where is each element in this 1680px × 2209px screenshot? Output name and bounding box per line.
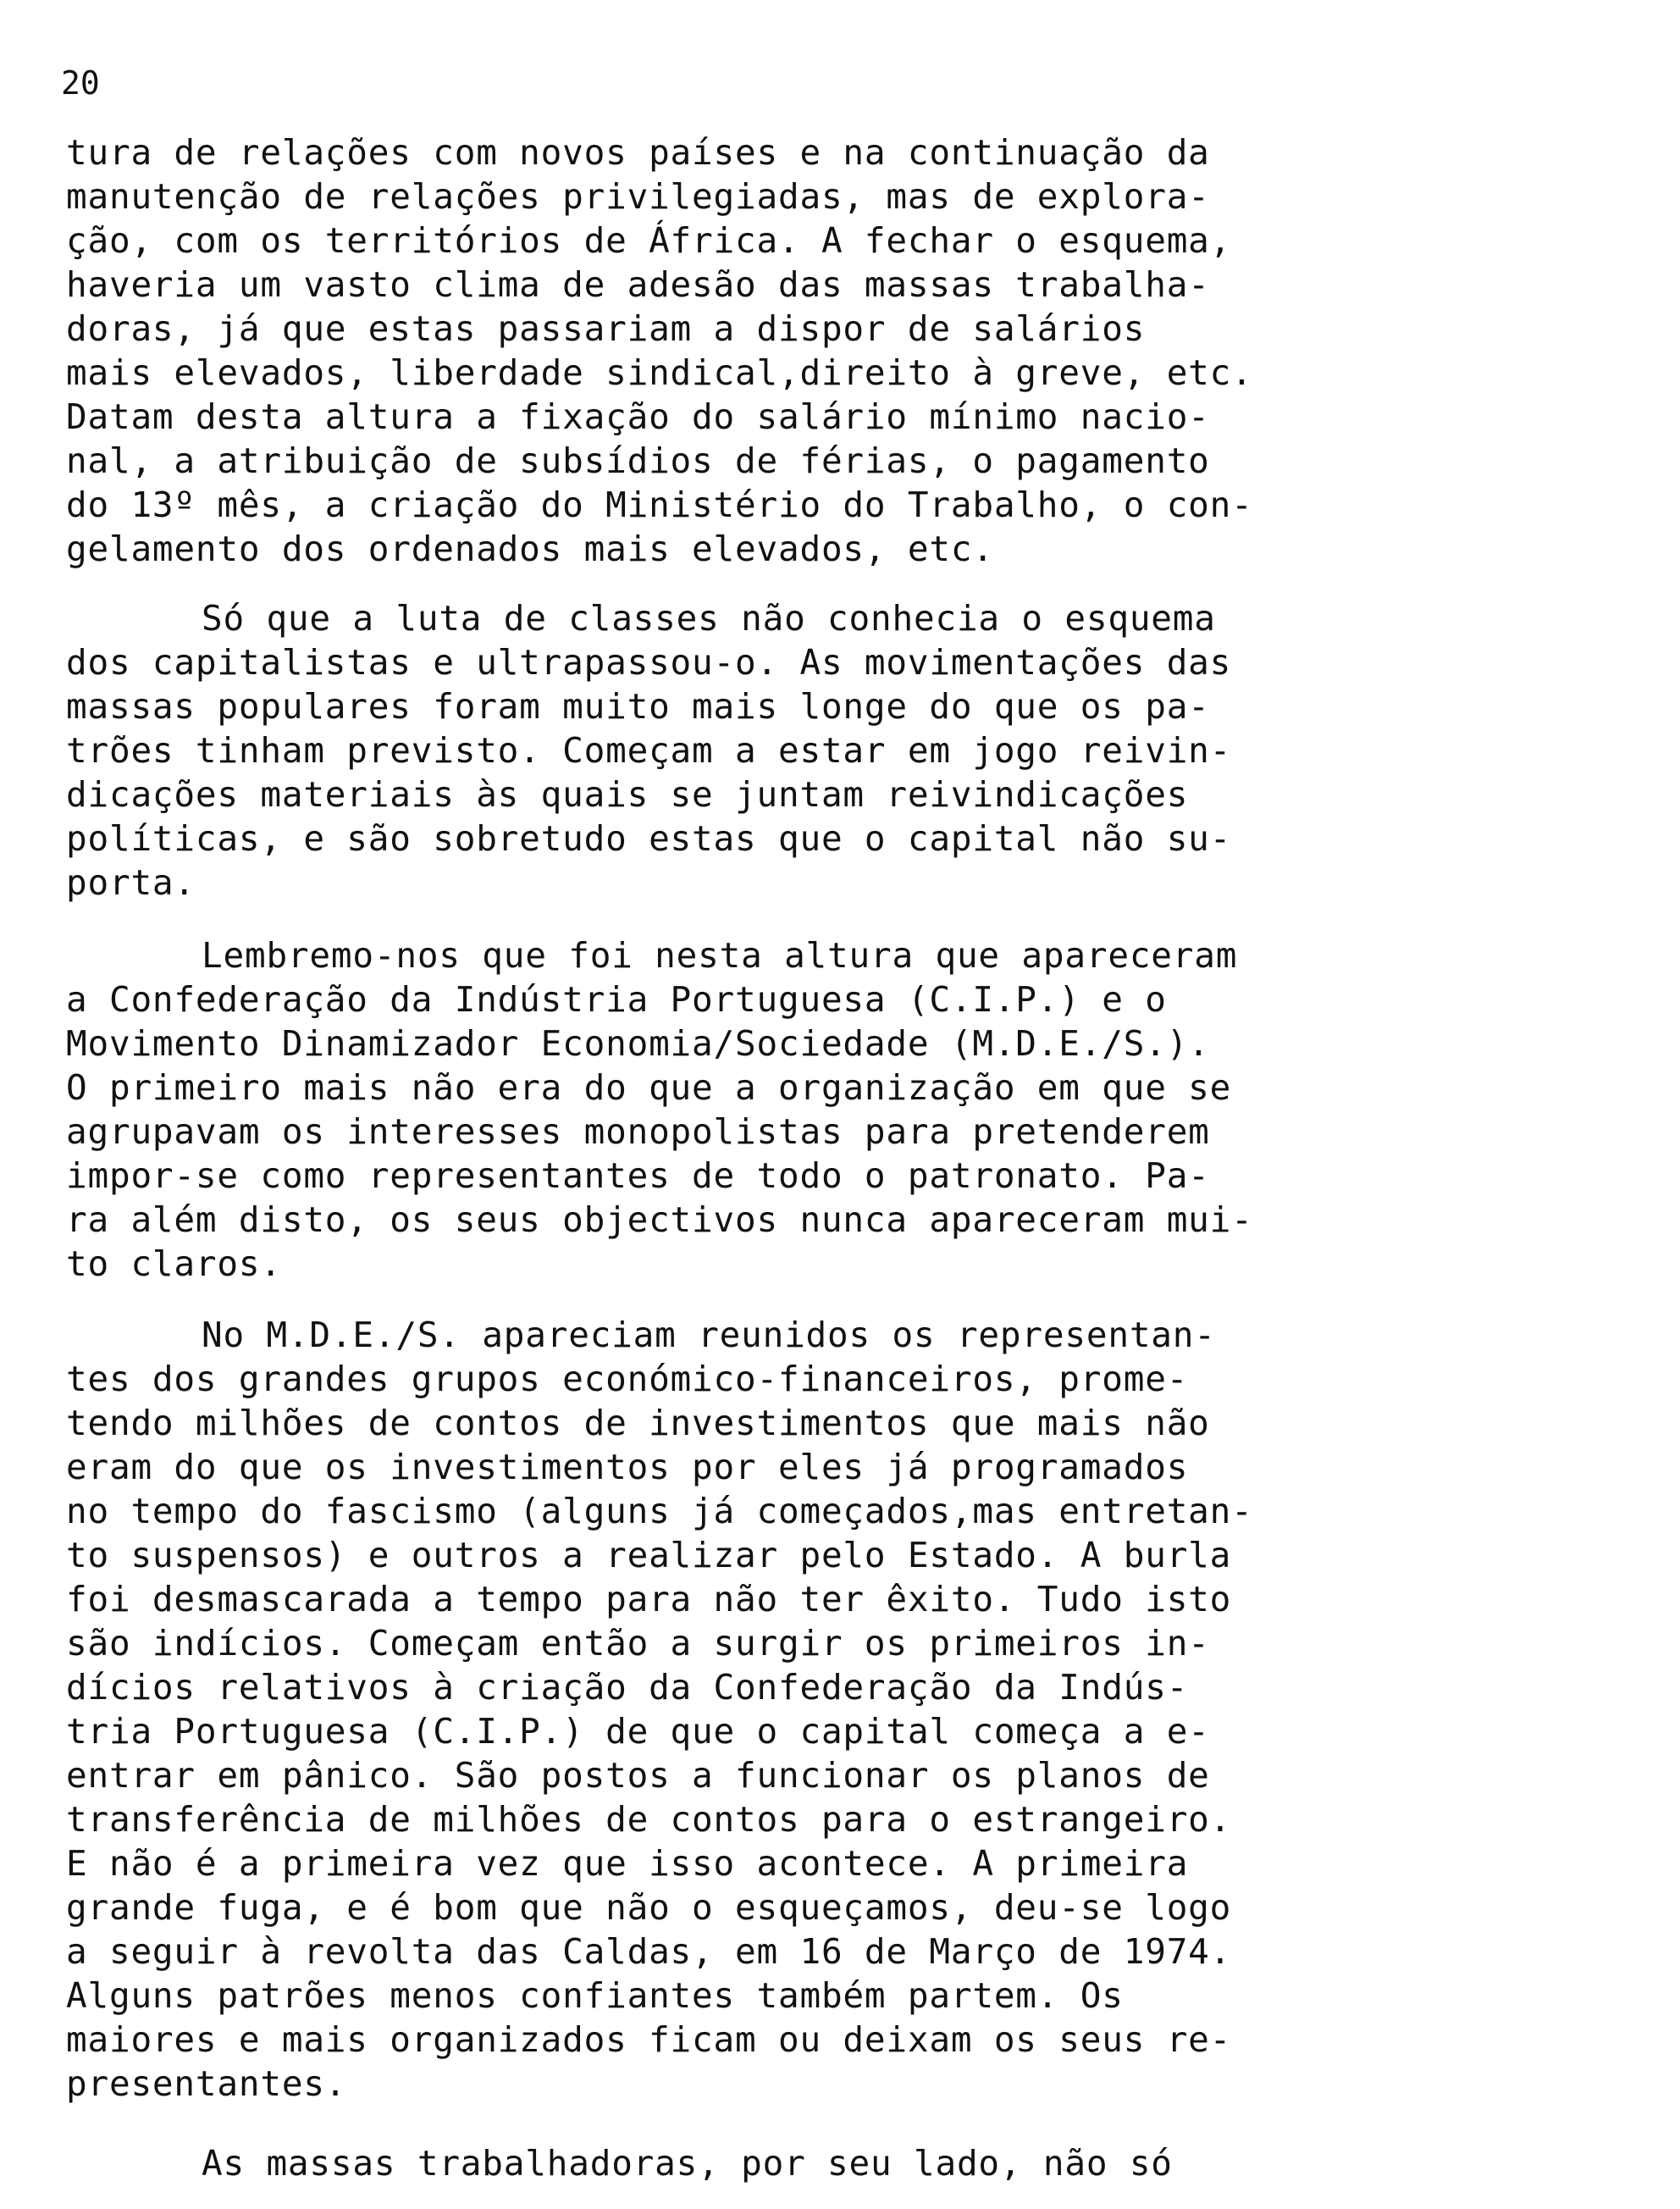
text-line: no tempo do fascismo (alguns já começados,mas entretan-: [66, 1491, 1253, 1531]
text-line: haveria um vasto clima de adesão das massas trabalha-: [66, 264, 1210, 305]
text-line: As massas trabalhadoras, por seu lado, não só: [202, 2143, 1173, 2184]
text-line: mais elevados, liberdade sindical,direito à greve, etc.: [66, 352, 1253, 393]
text-line: grande fuga, e é bom que não o esqueçamos, deu-se logo: [66, 1887, 1232, 1928]
text-line: maiores e mais organizados ficam ou deixam os seus re-: [66, 2019, 1232, 2060]
text-line: massas populares foram muito mais longe do que os pa-: [66, 686, 1210, 727]
text-line: to claros.: [66, 1243, 282, 1284]
text-line: agrupavam os interesses monopolistas para pretenderem: [66, 1111, 1210, 1152]
text-line: doras, já que estas passariam a dispor de salários: [66, 308, 1146, 349]
text-line: manutenção de relações privilegiadas, mas de explora-: [66, 176, 1210, 217]
text-line: Movimento Dinamizador Economia/Sociedade (M.D.E./S.).: [66, 1023, 1210, 1064]
text-line: ção, com os territórios de África. A fechar o esquema,: [66, 220, 1232, 261]
text-line: E não é a primeira vez que isso acontece. A primeira: [66, 1843, 1189, 1884]
paragraph-2: [66, 596, 1387, 905]
paragraph-1: [66, 130, 1387, 571]
text-line: Alguns patrões menos confiantes também partem. Os: [66, 1975, 1124, 2016]
text-line: Lembremo-nos que foi nesta altura que apareceram: [202, 935, 1238, 976]
text-line: do 13º mês, a criação do Ministério do Trabalho, o con-: [66, 484, 1253, 525]
text-line: No M.D.E./S. apareciam reunidos os representan-: [202, 1315, 1216, 1355]
text-line: a seguir à revolta das Caldas, em 16 de Março de 1974.: [66, 1931, 1232, 1972]
text-line: O primeiro mais não era do que a organização em que se: [66, 1067, 1232, 1108]
text-line: porta.: [66, 862, 196, 903]
text-line: tria Portuguesa (C.I.P.) de que o capital começa a e-: [66, 1711, 1210, 1752]
paragraph-4: [66, 1313, 1387, 2106]
text-line: a Confederação da Indústria Portuguesa (C.I.P.) e o: [66, 979, 1167, 1020]
text-line: entrar em pânico. São postos a funcionar os planos de: [66, 1755, 1210, 1796]
text-line: dícios relativos à criação da Confederação da Indús-: [66, 1667, 1189, 1708]
text-line: eram do que os investimentos por eles já programados: [66, 1447, 1189, 1487]
text-line: nal, a atribuição de subsídios de férias, o pagamento: [66, 440, 1210, 481]
paragraph-3: [66, 933, 1387, 1286]
text-line: Datam desta altura a fixação do salário mínimo nacio-: [66, 396, 1210, 437]
text-line: políticas, e são sobretudo estas que o capital não su-: [66, 818, 1232, 859]
text-line: tendo milhões de contos de investimentos que mais não: [66, 1403, 1210, 1443]
text-line: tura de relações com novos países e na continuação da: [66, 132, 1210, 173]
paragraph-5: [66, 2141, 1387, 2185]
text-line: ra além disto, os seus objectivos nunca apareceram mui-: [66, 1199, 1253, 1240]
text-line: to suspensos) e outros a realizar pelo Estado. A burla: [66, 1535, 1232, 1575]
page-number: 20: [61, 64, 100, 102]
text-line: dos capitalistas e ultrapassou-o. As movimentações das: [66, 642, 1232, 683]
text-line: foi desmascarada a tempo para não ter êxito. Tudo isto: [66, 1579, 1232, 1619]
text-line: Só que a luta de classes não conhecia o esquema: [202, 598, 1216, 639]
text-line: transferência de milhões de contos para o estrangeiro.: [66, 1799, 1232, 1840]
text-line: presentantes.: [66, 2063, 347, 2104]
text-line: dicações materiais às quais se juntam reivindicações: [66, 774, 1189, 815]
text-line: gelamento dos ordenados mais elevados, etc.: [66, 529, 994, 569]
text-line: trões tinham previsto. Começam a estar em jogo reivin-: [66, 730, 1232, 771]
text-line: impor-se como representantes de todo o patronato. Pa-: [66, 1155, 1210, 1196]
text-line: tes dos grandes grupos económico-financeiros, prome-: [66, 1359, 1189, 1399]
text-line: são indícios. Começam então a surgir os primeiros in-: [66, 1623, 1210, 1664]
